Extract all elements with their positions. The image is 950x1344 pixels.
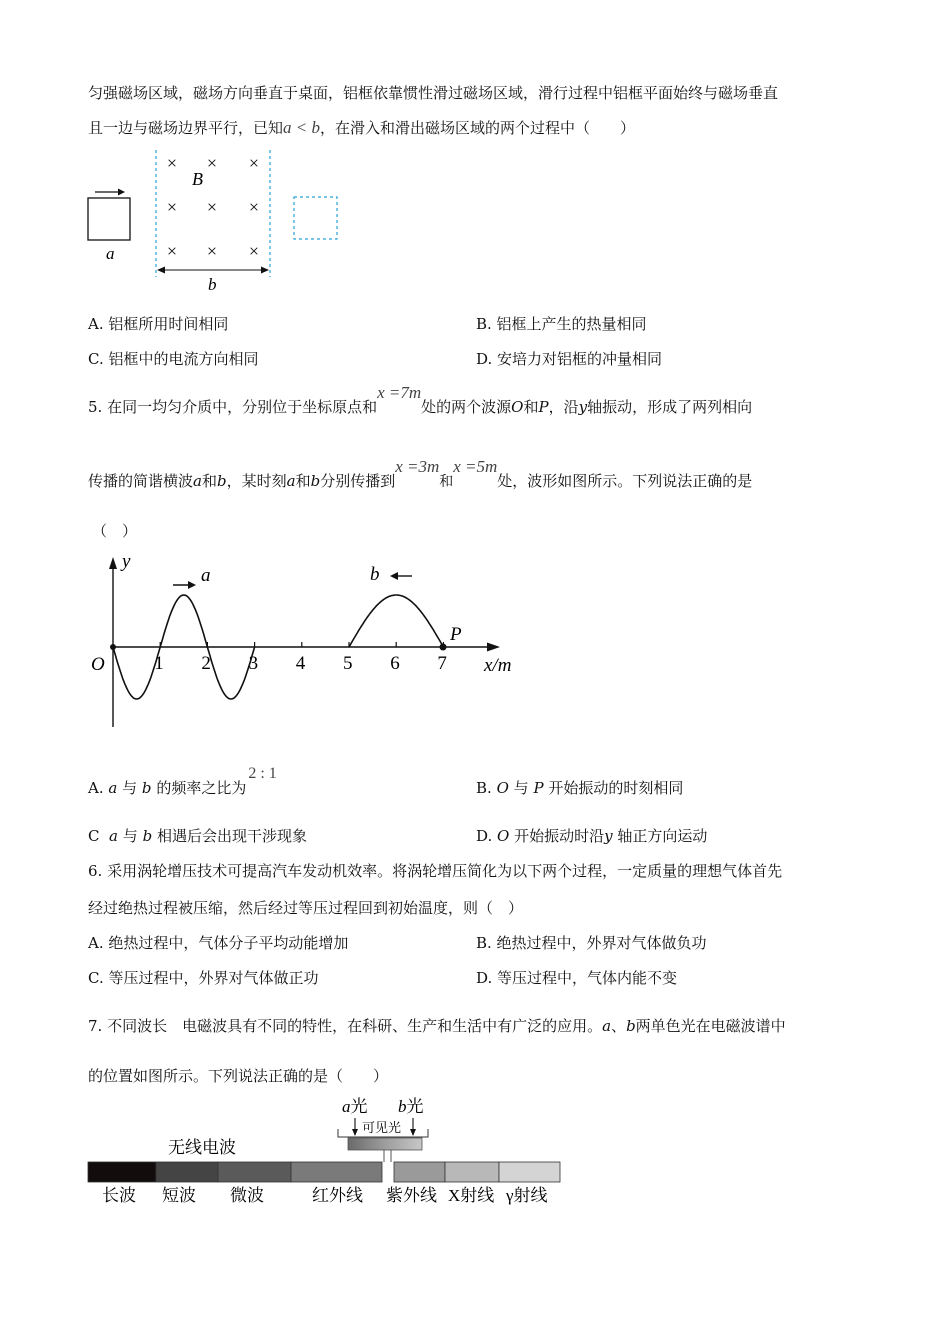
q6-option-a[interactable]: A. 绝热过程中，气体分子平均动能增加 xyxy=(88,934,349,952)
q5-opt-a-pre: A. xyxy=(88,779,104,797)
q4-width-arrowhead-left xyxy=(157,267,165,274)
q7-sep: 、 xyxy=(611,1017,627,1035)
q7-a-arrowhead xyxy=(352,1129,358,1136)
q5-opt-d-mid: 开始振动时沿 xyxy=(514,827,605,845)
q7-line1 xyxy=(88,1015,786,1036)
q7-spectrum-bands xyxy=(88,1162,560,1205)
spectrum-band-label: 红外线 xyxy=(312,1186,363,1205)
spectrum-band-label: 紫外线 xyxy=(386,1186,437,1205)
q5-origin-label: O xyxy=(91,654,105,675)
x-tick-label: 3 xyxy=(248,653,259,674)
q5-option-b[interactable] xyxy=(476,777,683,798)
q5-opt-c-post: 相遇后会出现干涉现象 xyxy=(156,827,307,845)
q5-opt-c-b: b xyxy=(142,827,153,845)
q7-visible-label: 可见光 xyxy=(362,1120,402,1135)
q7-a: a xyxy=(602,1017,612,1035)
q4-label-a: a xyxy=(106,244,115,263)
q4-line2-post: ，在滑入和滑出磁场区域的两个过程中（ ） xyxy=(320,119,636,137)
q5-opt-d-post: 轴正方向运动 xyxy=(617,827,708,845)
q7-visible-strip xyxy=(348,1138,422,1150)
q4-width-arrowhead-right xyxy=(261,267,269,274)
x-tick-label: 5 xyxy=(343,653,353,674)
x-tick-label: 4 xyxy=(295,653,306,674)
q5-opt-c-a: a xyxy=(109,827,118,845)
q4-frame-after xyxy=(294,197,337,239)
q4-label-B: B xyxy=(192,169,203,189)
q5-line2 xyxy=(88,457,753,491)
q4-option-c[interactable]: C. 铝框中的电流方向相同 xyxy=(88,350,259,368)
q4-velocity-arrowhead xyxy=(118,189,125,196)
q5-line1-pre: 5. 在同一均匀介质中，分别位于坐标原点和 xyxy=(88,398,378,416)
spectrum-band-label: 短波 xyxy=(162,1186,196,1205)
q5-opt-a-mid: 与 xyxy=(122,779,138,797)
field-cross: × xyxy=(166,153,178,173)
q5-and-2: 和 xyxy=(201,472,217,490)
q5-and: 和 xyxy=(523,398,539,416)
q7-b-arrowhead xyxy=(410,1129,416,1136)
field-cross: × xyxy=(248,197,260,217)
q5-and-4: 和 xyxy=(439,474,454,490)
q5-option-d[interactable] xyxy=(476,825,707,846)
q5-and-3: 和 xyxy=(295,472,311,490)
q5-y: y xyxy=(578,398,588,416)
q4-line2 xyxy=(88,117,635,138)
q5-opt-d-y: y xyxy=(604,827,613,845)
q6-line1: 6. 采用涡轮增压技术可提高汽车发动机效率。将涡轮增压简化为以下两个过程，一定质量的理想气体首先 xyxy=(88,862,783,880)
q5-opt-a-a: a xyxy=(108,779,118,797)
q5-wave-a: a xyxy=(193,472,202,490)
field-cross: × xyxy=(248,153,260,173)
q6-line2: 经过绝热过程被压缩，然后经过等压过程回到初始温度，则（ ） xyxy=(88,899,524,917)
q5-line1-post-c: 轴振动，形成了两列相向 xyxy=(587,398,753,416)
q5-wave-graph xyxy=(80,545,540,735)
q5-line2-mid2: 分别传播到 xyxy=(320,472,396,490)
q7-b-light-label: b光 xyxy=(398,1097,424,1116)
q4-line1: 匀强磁场区域，磁场方向垂直于桌面，铝框依靠惯性滑过磁场区域，滑行过程中铝框平面始终与磁场垂直 xyxy=(88,84,779,102)
q5-wave-a-arrowhead xyxy=(188,581,196,589)
q5-source-P-dot xyxy=(440,644,447,651)
q5-label-b: b xyxy=(370,564,380,585)
spectrum-band xyxy=(156,1162,218,1182)
q7-a-light-label: a光 xyxy=(342,1097,368,1116)
spectrum-band-label: X射线 xyxy=(448,1186,495,1205)
q6-option-d[interactable]: D. 等压过程中，气体内能不变 xyxy=(476,969,678,987)
q7-b: b xyxy=(626,1017,636,1035)
q6-option-c[interactable]: C. 等压过程中，外界对气体做正功 xyxy=(88,969,319,987)
spectrum-band xyxy=(445,1162,499,1182)
q4-aluminum-frame xyxy=(88,198,130,240)
q5-x-axis-arrow xyxy=(487,643,500,652)
spectrum-band xyxy=(88,1162,156,1182)
field-cross: × xyxy=(206,153,218,173)
q5-x-label: x/m xyxy=(484,655,512,676)
q5-math-x7: x =7m xyxy=(377,383,422,402)
x-tick-label: 2 xyxy=(201,653,211,674)
q5-math-x5: x =5m xyxy=(453,457,498,476)
spectrum-band-label: 微波 xyxy=(230,1186,264,1205)
q5-wave-b-curve xyxy=(349,595,443,647)
q5-opt-b-post: 开始振动的时刻相同 xyxy=(548,779,684,797)
x-tick-label: 7 xyxy=(437,653,447,674)
q5-opt-b-P: P xyxy=(533,779,544,797)
field-cross: × xyxy=(166,241,178,261)
q5-opt-b-mid: 与 xyxy=(513,779,529,797)
q4-label-b: b xyxy=(208,275,217,294)
q5-wave-b: b xyxy=(216,472,227,490)
q5-option-c[interactable] xyxy=(88,825,307,846)
q5-opt-a-b: b xyxy=(141,779,152,797)
q4-magnetic-field-figure xyxy=(80,145,360,295)
q5-line2-pre: 传播的简谐横波 xyxy=(88,472,194,490)
q5-line1-post-b: ，沿 xyxy=(548,398,579,416)
q4-line2-pre: 且一边与磁场边界平行，已知 xyxy=(88,119,284,137)
q5-math-x3: x =3m xyxy=(395,457,440,476)
x-tick-label: 1 xyxy=(154,653,164,674)
q5-line2-mid: ，某时刻 xyxy=(226,472,287,490)
q5-opt-c-pre: C xyxy=(88,827,100,845)
q5-y-axis-arrow xyxy=(109,557,117,569)
x-tick-label: 6 xyxy=(390,653,400,674)
q5-opt-b-pre: B. xyxy=(476,779,492,797)
q6-option-b[interactable]: B. 绝热过程中，外界对气体做负功 xyxy=(476,934,707,952)
q4-math-a-lt-b: a < b xyxy=(283,118,320,137)
q5-opt-d-O: O xyxy=(497,827,510,845)
q4-option-b[interactable]: B. 铝框上产生的热量相同 xyxy=(476,315,647,333)
q7-line1-pre: 7. 不同波长 电磁波具有不同的特性，在科研、生产和生活中有广泛的应用。 xyxy=(88,1017,603,1035)
spectrum-band xyxy=(291,1162,382,1182)
q5-opt-a-post: 的频率之比为 xyxy=(156,779,247,797)
q7-em-spectrum-figure xyxy=(86,1090,566,1210)
q5-wave-a-2: a xyxy=(286,472,296,490)
q5-source-P: P xyxy=(538,398,549,416)
q7-line1-post: 两单色光在电磁波谱中 xyxy=(635,1017,786,1035)
q5-opt-c-mid: 与 xyxy=(122,827,138,845)
q5-opt-b-O: O xyxy=(496,779,509,797)
q5-option-a[interactable] xyxy=(88,765,277,798)
spectrum-band xyxy=(394,1162,445,1182)
q5-wave-b-arrowhead xyxy=(390,572,398,580)
field-cross: × xyxy=(166,197,178,217)
field-cross: × xyxy=(248,241,260,261)
q5-line1 xyxy=(88,383,753,417)
q5-line2-post: 处，波形如图所示。下列说法正确的是 xyxy=(497,472,753,490)
spectrum-band xyxy=(499,1162,560,1182)
q5-opt-d-pre: D. xyxy=(476,827,493,845)
spectrum-band-label: γ射线 xyxy=(506,1186,548,1205)
q5-label-P: P xyxy=(450,624,462,645)
field-cross: × xyxy=(206,241,218,261)
q5-line1-post-a: 处的两个波源 xyxy=(421,398,512,416)
q5-wave-b-2: b xyxy=(310,472,321,490)
spectrum-band-label: 长波 xyxy=(102,1186,136,1205)
field-cross: × xyxy=(206,197,218,217)
q5-line3: （ ） xyxy=(92,522,138,540)
q5-opt-a-ratio: 2 : 1 xyxy=(248,765,277,782)
q5-label-a: a xyxy=(201,565,211,586)
q5-source-O: O xyxy=(511,398,524,416)
q7-line2: 的位置如图所示。下列说法正确的是（ ） xyxy=(88,1067,389,1085)
spectrum-band xyxy=(218,1162,291,1182)
q4-option-a[interactable]: A. 铝框所用时间相同 xyxy=(88,315,229,333)
q4-option-d[interactable]: D. 安培力对铝框的冲量相同 xyxy=(476,350,663,368)
q7-radio-label: 无线电波 xyxy=(168,1138,236,1157)
q4-field-crosses xyxy=(167,153,259,261)
q5-y-label: y xyxy=(122,551,131,572)
